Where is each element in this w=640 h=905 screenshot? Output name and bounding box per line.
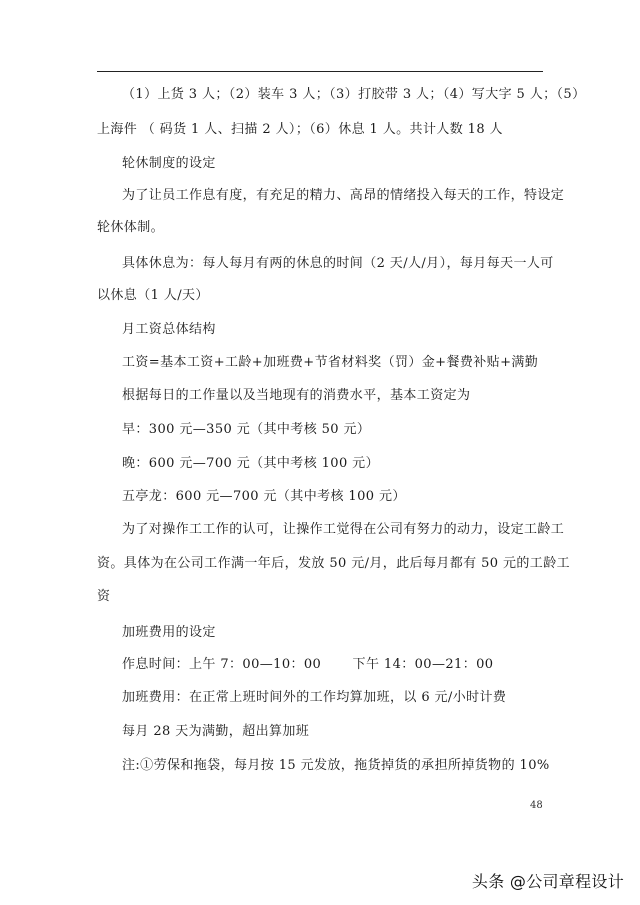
text-line-14: 为了对操作工工作的认可，让操作工觉得在公司有努力的动力，设定工龄工 bbox=[122, 522, 565, 537]
header-rule bbox=[97, 71, 543, 72]
text-line-6: 具体休息为：每人每月有两的休息的时间（2 天/人/月），每月每天一人可 bbox=[122, 256, 554, 271]
text-line-21: 注:①劳保和拖袋，每月按 15 元发放，拖货掉货的承担所掉货物的 10% bbox=[122, 758, 550, 773]
text-line-2: 上海件 （ 码货 1 人、扫描 2 人）；（6）休息 1 人。共计人数 18 人 bbox=[97, 122, 503, 137]
section-heading-overtime: 加班费用的设定 bbox=[122, 625, 216, 640]
text-line-18: 作息时间：上午 7：00—10：00 下午 14：00—21：00 bbox=[122, 657, 494, 672]
text-line-1: （1）上货 3 人；（2）装车 3 人；（3）打胶带 3 人；（4）写大字 5 人；（5） bbox=[122, 87, 586, 102]
text-line-9: 工资=基本工资+工龄+加班费+节省材料奖（罚）金+餐费补贴+满勤 bbox=[122, 355, 539, 370]
text-line-13: 五亭龙：600 元—700 元（其中考核 100 元） bbox=[122, 489, 406, 504]
text-line-12: 晚：600 元—700 元（其中考核 100 元） bbox=[122, 456, 379, 471]
text-line-7: 以休息（1 人/天） bbox=[97, 288, 209, 303]
text-line-10: 根据每日的工作量以及当地现有的消费水平，基本工资定为 bbox=[122, 388, 471, 403]
section-heading-rotation: 轮休制度的设定 bbox=[122, 156, 216, 171]
text-line-11: 早：300 元—350 元（其中考核 50 元） bbox=[122, 422, 371, 437]
watermark: 头条 @公司章程设计 bbox=[471, 872, 624, 891]
text-line-19: 加班费用：在正常上班时间外的工作均算加班，以 6 元/小时计费 bbox=[122, 690, 507, 705]
text-line-20: 每月 28 天为满勤，超出算加班 bbox=[122, 724, 310, 739]
text-line-15: 资。具体为在公司工作满一年后，发放 50 元/月，此后每月都有 50 元的工龄工 bbox=[97, 556, 570, 571]
page-number: 48 bbox=[530, 800, 543, 811]
text-line-5: 轮休体制。 bbox=[97, 220, 165, 235]
section-heading-salary: 月工资总体结构 bbox=[122, 322, 216, 337]
text-line-16: 资 bbox=[97, 589, 111, 604]
text-line-4: 为了让员工作息有度，有充足的精力、高昂的情绪投入每天的工作，特设定 bbox=[122, 188, 565, 203]
